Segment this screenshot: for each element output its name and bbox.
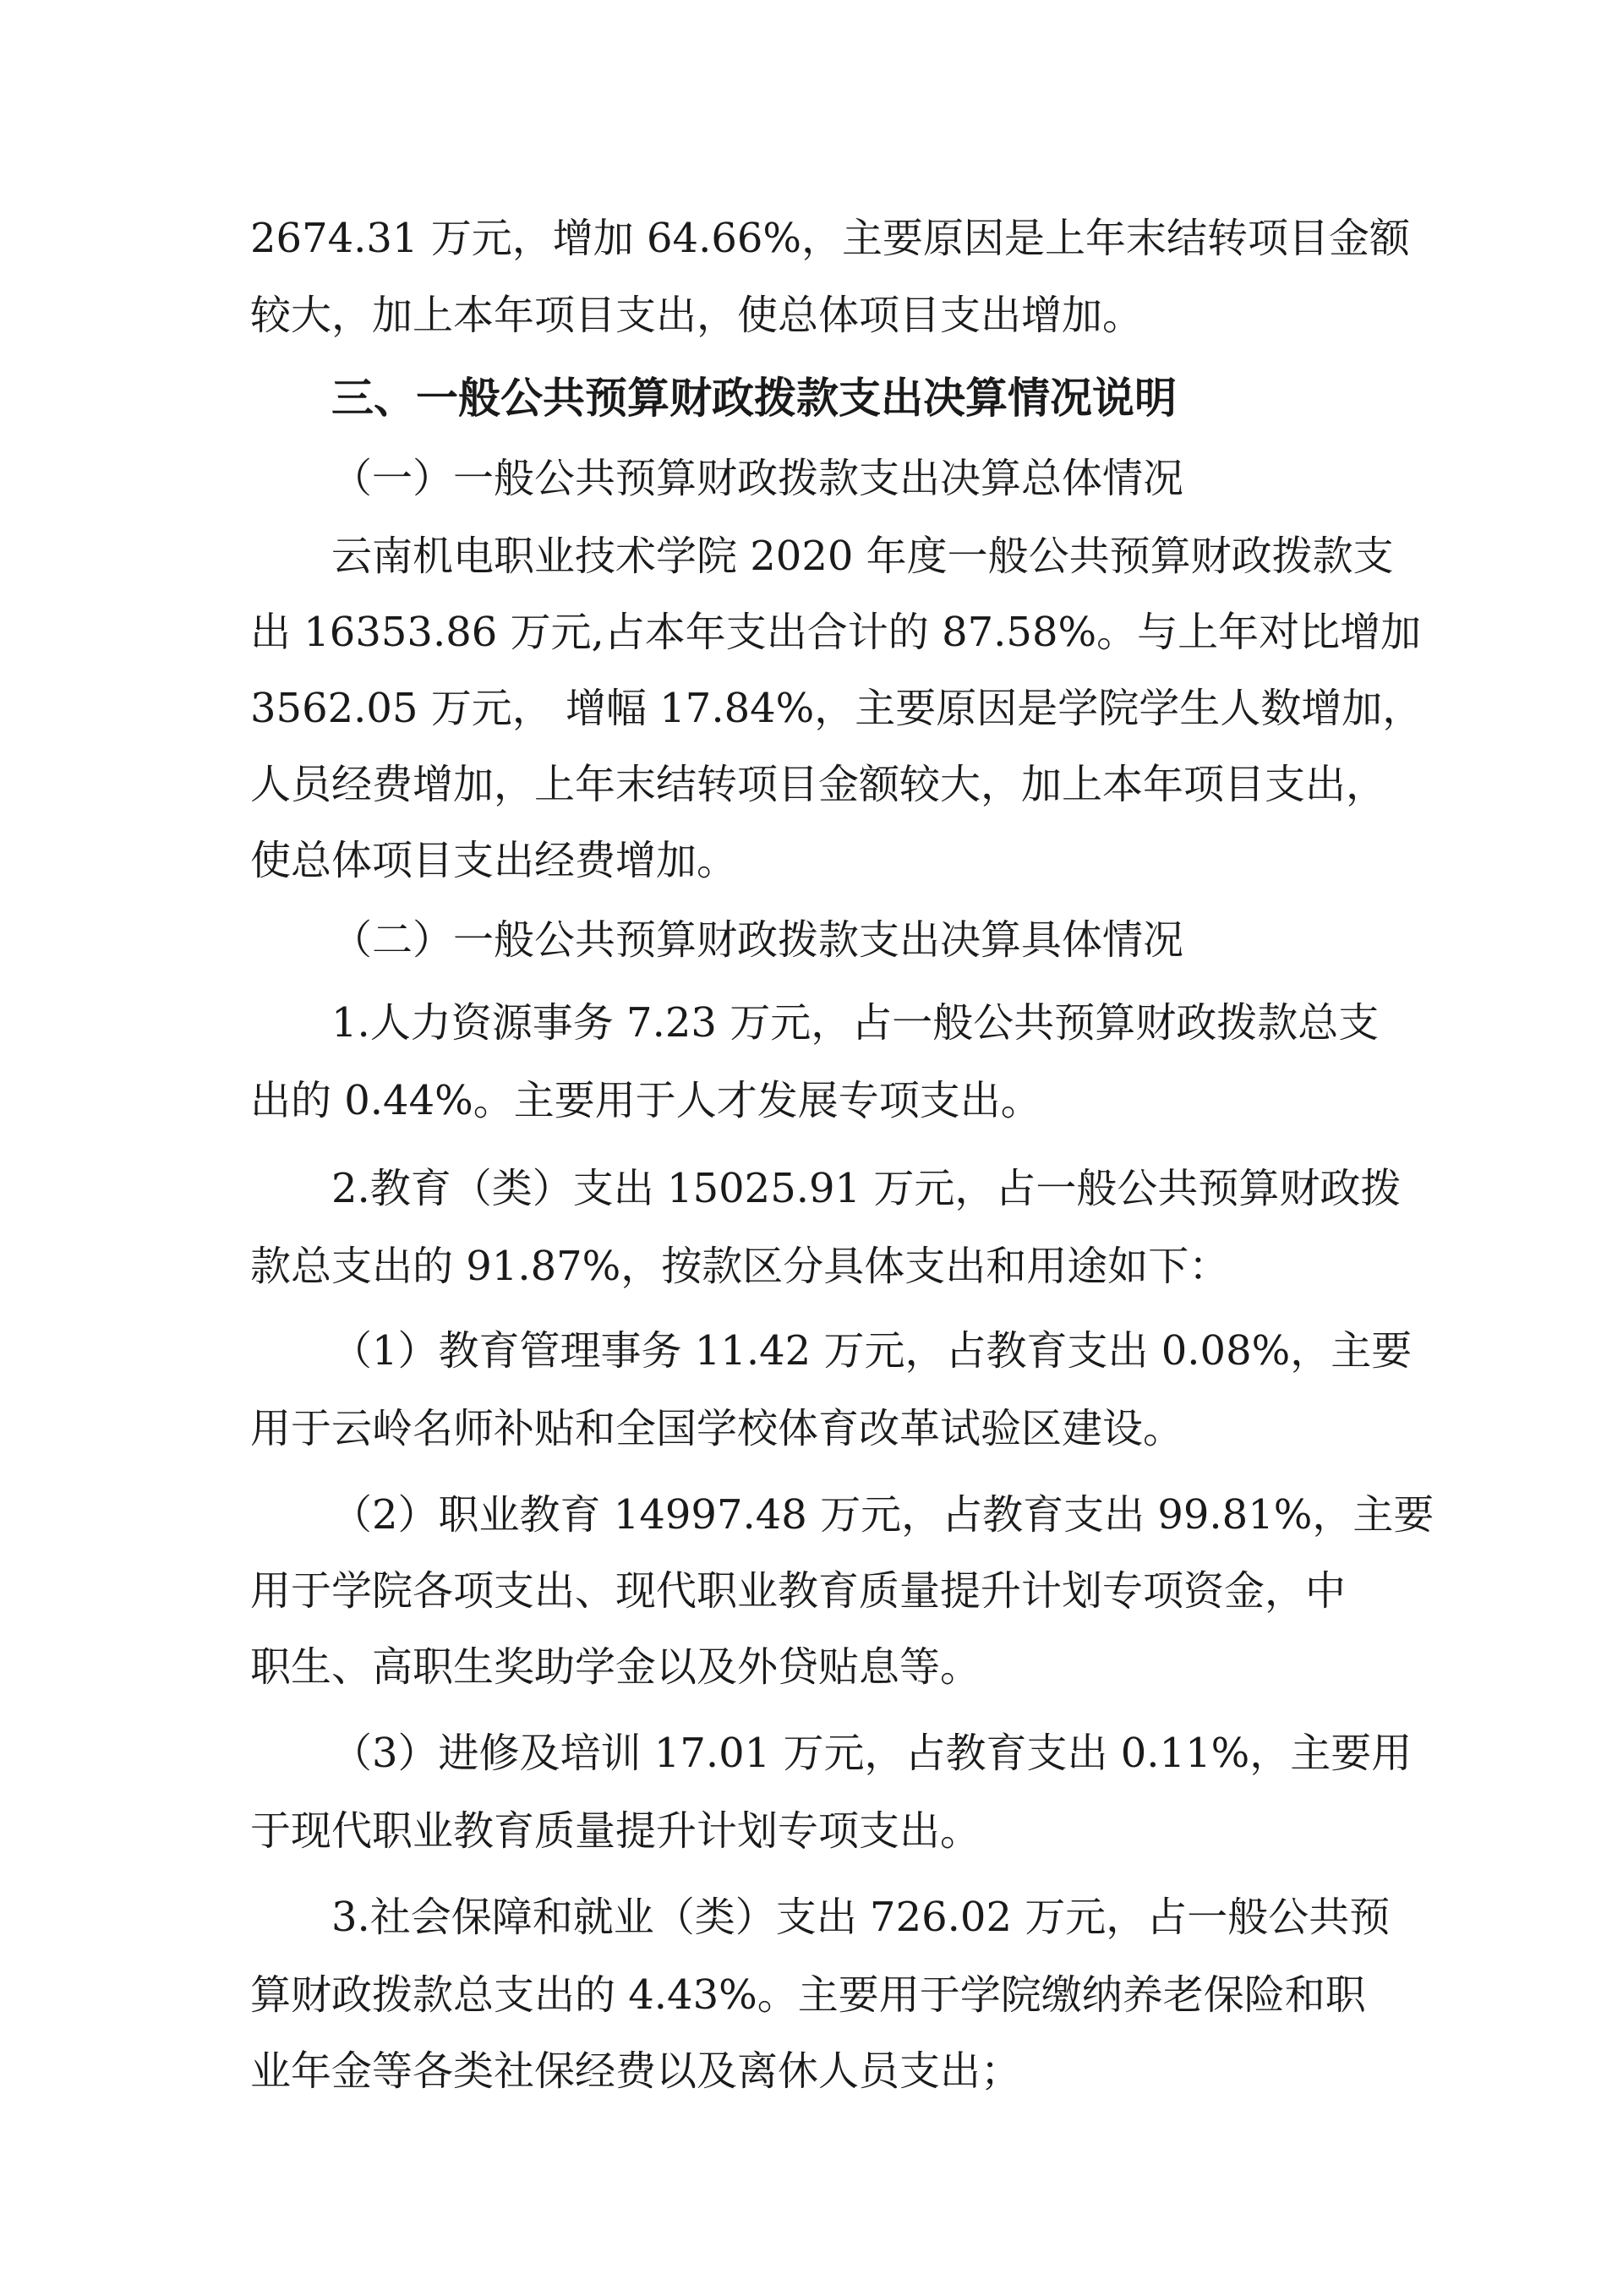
- list-item-line: 出的 0.44%。主要用于人才发展专项支出。: [250, 1077, 1041, 1124]
- list-item-line: 2.教育（类）支出 15025.91 万元，占一般公共预算财政拨: [331, 1165, 1402, 1212]
- sub-item-line: 于现代职业教育质量提升计划专项支出。: [250, 1807, 981, 1855]
- sub-item-line: （1）教育管理事务 11.42 万元，占教育支出 0.08%，主要: [331, 1327, 1413, 1375]
- subsection-heading: （一）一般公共预算财政拨款支出决算总体情况: [331, 455, 1184, 502]
- sub-item-line: 用于学院各项支出、现代职业教育质量提升计划专项资金，中: [250, 1567, 1347, 1615]
- sub-item-line: （2）职业教育 14997.48 万元，占教育支出 99.81%，主要: [331, 1491, 1434, 1539]
- section-heading: 三、一般公共预算财政拨款支出决算情况说明: [331, 374, 1177, 423]
- paragraph-line: 2674.31 万元，增加 64.66%，主要原因是上年末结转项目金额: [250, 215, 1411, 262]
- paragraph-line: 人员经费增加，上年末结转项目金额较大，加上本年项目支出，: [250, 761, 1387, 808]
- paragraph-line: 云南机电职业技术学院 2020 年度一般公共预算财政拨款支: [331, 533, 1394, 580]
- list-item-line: 1.人力资源事务 7.23 万元，占一般公共预算财政拨款总支: [331, 999, 1380, 1047]
- sub-item-line: （3）进修及培训 17.01 万元，占教育支出 0.11%，主要用: [331, 1730, 1413, 1777]
- sub-item-line: 用于云岭名师补贴和全国学校体育改革试验区建设。: [250, 1405, 1184, 1452]
- paragraph-line: 使总体项目支出经费增加。: [250, 837, 738, 884]
- subsection-heading: （二）一般公共预算财政拨款支出决算具体情况: [331, 916, 1184, 964]
- paragraph-line: 出 16353.86 万元,占本年支出合计的 87.58%。与上年对比增加: [250, 609, 1422, 656]
- list-item-line: 算财政拨款总支出的 4.43%。主要用于学院缴纳养老保险和职: [250, 1971, 1366, 2019]
- paragraph-line: 较大，加上本年项目支出，使总体项目支出增加。: [250, 292, 1144, 339]
- sub-item-line: 职生、高职生奖助学金以及外贷贴息等。: [250, 1643, 981, 1691]
- list-item-line: 款总支出的 91.87%，按款区分具体支出和用途如下：: [250, 1243, 1230, 1290]
- list-item-line: 业年金等各类社保经费以及离休人员支出；: [250, 2047, 1022, 2095]
- list-item-line: 3.社会保障和就业（类）支出 726.02 万元，占一般公共预: [331, 1894, 1391, 1941]
- paragraph-line: 3562.05 万元， 增幅 17.84%，主要原因是学院学生人数增加，: [250, 685, 1424, 732]
